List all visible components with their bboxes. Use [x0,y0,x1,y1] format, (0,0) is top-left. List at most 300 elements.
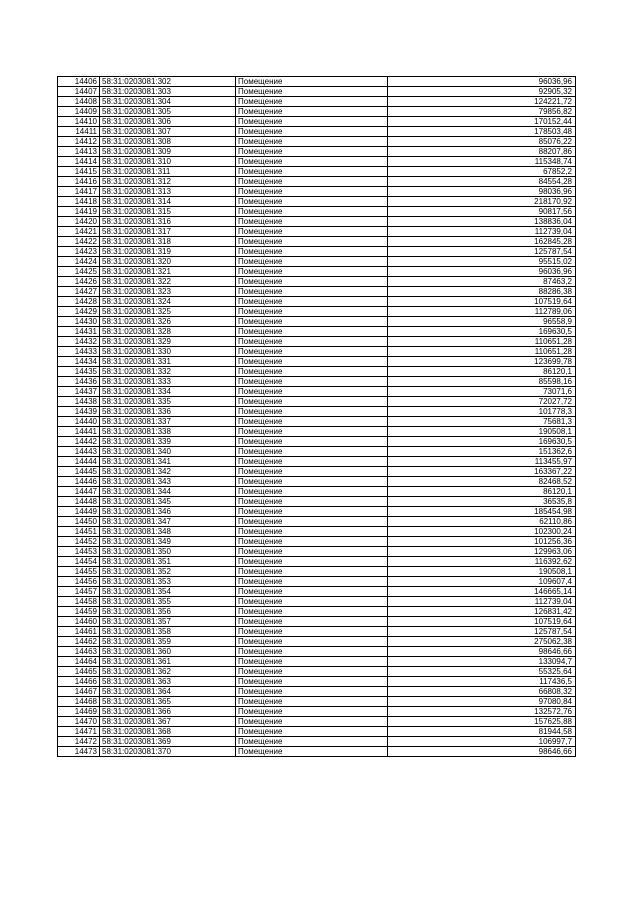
cadastral-number-cell: 58:31:0203081:302 [100,77,236,87]
row-number-cell: 14434 [58,357,100,367]
table-row [58,467,576,477]
value-cell: 82468,52 [388,477,576,487]
table-row [58,247,576,257]
object-type-cell: Помещение [236,447,388,457]
table-row [58,207,576,217]
value-cell: 169630,5 [388,327,576,337]
value-cell: 146665,14 [388,587,576,597]
object-type-cell: Помещение [236,197,388,207]
table-row [58,287,576,297]
value-cell: 116392,62 [388,557,576,567]
object-type-cell: Помещение [236,457,388,467]
row-number-cell: 14452 [58,537,100,547]
table-row [58,257,576,267]
object-type-cell: Помещение [236,427,388,437]
object-type-cell: Помещение [236,647,388,657]
object-type-cell: Помещение [236,697,388,707]
table-row [58,657,576,667]
table-row [58,197,576,207]
cadastral-number-cell: 58:31:0203081:355 [100,597,236,607]
table-row [58,127,576,137]
cadastral-number-cell: 58:31:0203081:317 [100,227,236,237]
row-number-cell: 14438 [58,397,100,407]
table-row [58,437,576,447]
value-cell: 72027,72 [388,397,576,407]
object-type-cell: Помещение [236,557,388,567]
table-row [58,697,576,707]
object-type-cell: Помещение [236,297,388,307]
object-type-cell: Помещение [236,737,388,747]
value-cell: 96558,9 [388,317,576,327]
table-row [58,637,576,647]
cadastral-number-cell: 58:31:0203081:342 [100,467,236,477]
table-row [58,487,576,497]
property-table [57,76,576,757]
row-number-cell: 14417 [58,187,100,197]
object-type-cell: Помещение [236,337,388,347]
cadastral-number-cell: 58:31:0203081:344 [100,487,236,497]
object-type-cell: Помещение [236,207,388,217]
table-row [58,87,576,97]
object-type-cell: Помещение [236,417,388,427]
object-type-cell: Помещение [236,267,388,277]
table-row [58,717,576,727]
value-cell: 157625,88 [388,717,576,727]
row-number-cell: 14437 [58,387,100,397]
object-type-cell: Помещение [236,167,388,177]
object-type-cell: Помещение [236,397,388,407]
row-number-cell: 14442 [58,437,100,447]
object-type-cell: Помещение [236,407,388,417]
cadastral-number-cell: 58:31:0203081:356 [100,607,236,617]
object-type-cell: Помещение [236,127,388,137]
row-number-cell: 14453 [58,547,100,557]
object-type-cell: Помещение [236,507,388,517]
row-number-cell: 14473 [58,747,100,757]
value-cell: 123699,78 [388,357,576,367]
table-row [58,737,576,747]
value-cell: 124221,72 [388,97,576,107]
cadastral-number-cell: 58:31:0203081:329 [100,337,236,347]
object-type-cell: Помещение [236,547,388,557]
cadastral-number-cell: 58:31:0203081:309 [100,147,236,157]
value-cell: 162845,28 [388,237,576,247]
row-number-cell: 14426 [58,277,100,287]
table-row [58,557,576,567]
table-row [58,567,576,577]
cadastral-number-cell: 58:31:0203081:336 [100,407,236,417]
value-cell: 138836,04 [388,217,576,227]
table-row [58,517,576,527]
row-number-cell: 14457 [58,587,100,597]
object-type-cell: Помещение [236,617,388,627]
cadastral-number-cell: 58:31:0203081:367 [100,717,236,727]
cadastral-number-cell: 58:31:0203081:351 [100,557,236,567]
row-number-cell: 14429 [58,307,100,317]
table-row [58,427,576,437]
row-number-cell: 14472 [58,737,100,747]
row-number-cell: 14440 [58,417,100,427]
value-cell: 79856,82 [388,107,576,117]
table-row [58,377,576,387]
cadastral-number-cell: 58:31:0203081:360 [100,647,236,657]
object-type-cell: Помещение [236,177,388,187]
row-number-cell: 14459 [58,607,100,617]
value-cell: 75681,3 [388,417,576,427]
table-row [58,337,576,347]
row-number-cell: 14423 [58,247,100,257]
cadastral-number-cell: 58:31:0203081:364 [100,687,236,697]
cadastral-number-cell: 58:31:0203081:323 [100,287,236,297]
object-type-cell: Помещение [236,157,388,167]
cadastral-number-cell: 58:31:0203081:370 [100,747,236,757]
row-number-cell: 14430 [58,317,100,327]
cadastral-number-cell: 58:31:0203081:341 [100,457,236,467]
table-row [58,417,576,427]
table-row [58,367,576,377]
object-type-cell: Помещение [236,247,388,257]
object-type-cell: Помещение [236,637,388,647]
row-number-cell: 14463 [58,647,100,657]
row-number-cell: 14445 [58,467,100,477]
row-number-cell: 14420 [58,217,100,227]
table-row [58,107,576,117]
value-cell: 110651,28 [388,337,576,347]
table-row [58,407,576,417]
cadastral-number-cell: 58:31:0203081:307 [100,127,236,137]
value-cell: 86120,1 [388,487,576,497]
object-type-cell: Помещение [236,467,388,477]
row-number-cell: 14469 [58,707,100,717]
row-number-cell: 14443 [58,447,100,457]
row-number-cell: 14451 [58,527,100,537]
table-row [58,77,576,87]
value-cell: 88286,38 [388,287,576,297]
table-row [58,307,576,317]
row-number-cell: 14413 [58,147,100,157]
value-cell: 185454,98 [388,507,576,517]
value-cell: 113455,97 [388,457,576,467]
row-number-cell: 14447 [58,487,100,497]
object-type-cell: Помещение [236,327,388,337]
object-type-cell: Помещение [236,357,388,367]
object-type-cell: Помещение [236,367,388,377]
object-type-cell: Помещение [236,627,388,637]
object-type-cell: Помещение [236,437,388,447]
value-cell: 112789,06 [388,307,576,317]
value-cell: 85076,22 [388,137,576,147]
value-cell: 98646,66 [388,647,576,657]
value-cell: 170152,44 [388,117,576,127]
row-number-cell: 14458 [58,597,100,607]
value-cell: 178503,48 [388,127,576,137]
value-cell: 107519,64 [388,617,576,627]
cadastral-number-cell: 58:31:0203081:324 [100,297,236,307]
row-number-cell: 14465 [58,667,100,677]
table-row [58,317,576,327]
value-cell: 55325,64 [388,667,576,677]
table-row [58,537,576,547]
cadastral-number-cell: 58:31:0203081:366 [100,707,236,717]
value-cell: 112739,04 [388,227,576,237]
value-cell: 107519,64 [388,297,576,307]
value-cell: 62110,86 [388,517,576,527]
row-number-cell: 14406 [58,77,100,87]
cadastral-number-cell: 58:31:0203081:365 [100,697,236,707]
object-type-cell: Помещение [236,187,388,197]
object-type-cell: Помещение [236,717,388,727]
table-row [58,617,576,627]
table-row [58,387,576,397]
row-number-cell: 14419 [58,207,100,217]
row-number-cell: 14422 [58,237,100,247]
value-cell: 163367,22 [388,467,576,477]
row-number-cell: 14416 [58,177,100,187]
object-type-cell: Помещение [236,707,388,717]
row-number-cell: 14450 [58,517,100,527]
cadastral-number-cell: 58:31:0203081:361 [100,657,236,667]
table-row [58,587,576,597]
value-cell: 115348,74 [388,157,576,167]
row-number-cell: 14433 [58,347,100,357]
row-number-cell: 14455 [58,567,100,577]
object-type-cell: Помещение [236,657,388,667]
row-number-cell: 14428 [58,297,100,307]
object-type-cell: Помещение [236,517,388,527]
table-row [58,677,576,687]
row-number-cell: 14414 [58,157,100,167]
row-number-cell: 14454 [58,557,100,567]
cadastral-number-cell: 58:31:0203081:310 [100,157,236,167]
table-row [58,357,576,367]
object-type-cell: Помещение [236,87,388,97]
table-row [58,687,576,697]
table-row [58,497,576,507]
table-row [58,647,576,657]
table-row [58,347,576,357]
cadastral-number-cell: 58:31:0203081:354 [100,587,236,597]
object-type-cell: Помещение [236,377,388,387]
object-type-cell: Помещение [236,77,388,87]
table-row [58,267,576,277]
object-type-cell: Помещение [236,107,388,117]
object-type-cell: Помещение [236,287,388,297]
cadastral-number-cell: 58:31:0203081:319 [100,247,236,257]
object-type-cell: Помещение [236,147,388,157]
table-row [58,597,576,607]
table-row [58,507,576,517]
table-row [58,607,576,617]
table-row [58,577,576,587]
object-type-cell: Помещение [236,537,388,547]
row-number-cell: 14421 [58,227,100,237]
cadastral-number-cell: 58:31:0203081:305 [100,107,236,117]
object-type-cell: Помещение [236,497,388,507]
table-row [58,627,576,637]
cadastral-number-cell: 58:31:0203081:335 [100,397,236,407]
table-row [58,297,576,307]
cadastral-number-cell: 58:31:0203081:320 [100,257,236,267]
cadastral-number-cell: 58:31:0203081:316 [100,217,236,227]
cadastral-number-cell: 58:31:0203081:353 [100,577,236,587]
row-number-cell: 14462 [58,637,100,647]
value-cell: 96036,96 [388,267,576,277]
value-cell: 96036,96 [388,77,576,87]
row-number-cell: 14415 [58,167,100,177]
table-row [58,137,576,147]
object-type-cell: Помещение [236,227,388,237]
value-cell: 169630,5 [388,437,576,447]
value-cell: 95515,02 [388,257,576,267]
object-type-cell: Помещение [236,607,388,617]
row-number-cell: 14436 [58,377,100,387]
cadastral-number-cell: 58:31:0203081:311 [100,167,236,177]
object-type-cell: Помещение [236,257,388,267]
cadastral-number-cell: 58:31:0203081:314 [100,197,236,207]
cadastral-number-cell: 58:31:0203081:334 [100,387,236,397]
value-cell: 67852,2 [388,167,576,177]
table-row [58,227,576,237]
row-number-cell: 14456 [58,577,100,587]
cadastral-number-cell: 58:31:0203081:318 [100,237,236,247]
table-row [58,97,576,107]
object-type-cell: Помещение [236,97,388,107]
object-type-cell: Помещение [236,687,388,697]
table-row [58,477,576,487]
row-number-cell: 14435 [58,367,100,377]
value-cell: 87463,2 [388,277,576,287]
object-type-cell: Помещение [236,137,388,147]
value-cell: 101778,3 [388,407,576,417]
value-cell: 97080,84 [388,697,576,707]
row-number-cell: 14448 [58,497,100,507]
row-number-cell: 14461 [58,627,100,637]
value-cell: 190508,1 [388,567,576,577]
value-cell: 86120,1 [388,367,576,377]
object-type-cell: Помещение [236,387,388,397]
value-cell: 133094,7 [388,657,576,667]
table-row [58,277,576,287]
value-cell: 106997,7 [388,737,576,747]
cadastral-number-cell: 58:31:0203081:333 [100,377,236,387]
table-row [58,157,576,167]
row-number-cell: 14460 [58,617,100,627]
table-row [58,727,576,737]
value-cell: 126831,42 [388,607,576,617]
value-cell: 98036,96 [388,187,576,197]
object-type-cell: Помещение [236,587,388,597]
row-number-cell: 14449 [58,507,100,517]
value-cell: 275062,38 [388,637,576,647]
object-type-cell: Помещение [236,307,388,317]
cadastral-number-cell: 58:31:0203081:347 [100,517,236,527]
cadastral-number-cell: 58:31:0203081:339 [100,437,236,447]
object-type-cell: Помещение [236,347,388,357]
value-cell: 190508,1 [388,427,576,437]
cadastral-number-cell: 58:31:0203081:330 [100,347,236,357]
cadastral-number-cell: 58:31:0203081:346 [100,507,236,517]
object-type-cell: Помещение [236,117,388,127]
cadastral-number-cell: 58:31:0203081:332 [100,367,236,377]
cadastral-number-cell: 58:31:0203081:338 [100,427,236,437]
table-row [58,327,576,337]
value-cell: 112739,04 [388,597,576,607]
cadastral-number-cell: 58:31:0203081:325 [100,307,236,317]
table-row [58,397,576,407]
cadastral-number-cell: 58:31:0203081:312 [100,177,236,187]
table-row [58,217,576,227]
row-number-cell: 14424 [58,257,100,267]
object-type-cell: Помещение [236,667,388,677]
object-type-cell: Помещение [236,597,388,607]
cadastral-number-cell: 58:31:0203081:358 [100,627,236,637]
object-type-cell: Помещение [236,477,388,487]
row-number-cell: 14471 [58,727,100,737]
object-type-cell: Помещение [236,277,388,287]
object-type-cell: Помещение [236,237,388,247]
table-row [58,187,576,197]
object-type-cell: Помещение [236,747,388,757]
row-number-cell: 14432 [58,337,100,347]
table-body [58,77,576,757]
table-row [58,707,576,717]
row-number-cell: 14408 [58,97,100,107]
cadastral-number-cell: 58:31:0203081:368 [100,727,236,737]
object-type-cell: Помещение [236,577,388,587]
cadastral-number-cell: 58:31:0203081:363 [100,677,236,687]
cadastral-number-cell: 58:31:0203081:369 [100,737,236,747]
cadastral-number-cell: 58:31:0203081:350 [100,547,236,557]
cadastral-number-cell: 58:31:0203081:352 [100,567,236,577]
cadastral-number-cell: 58:31:0203081:315 [100,207,236,217]
object-type-cell: Помещение [236,487,388,497]
value-cell: 92905,32 [388,87,576,97]
row-number-cell: 14431 [58,327,100,337]
cadastral-number-cell: 58:31:0203081:343 [100,477,236,487]
value-cell: 109607,4 [388,577,576,587]
row-number-cell: 14439 [58,407,100,417]
table-row [58,147,576,157]
value-cell: 85598,16 [388,377,576,387]
row-number-cell: 14410 [58,117,100,127]
cadastral-number-cell: 58:31:0203081:345 [100,497,236,507]
table-row [58,527,576,537]
value-cell: 84554,28 [388,177,576,187]
cadastral-number-cell: 58:31:0203081:331 [100,357,236,367]
row-number-cell: 14466 [58,677,100,687]
value-cell: 36535,8 [388,497,576,507]
table-row [58,167,576,177]
cadastral-number-cell: 58:31:0203081:348 [100,527,236,537]
cadastral-number-cell: 58:31:0203081:303 [100,87,236,97]
value-cell: 102300,24 [388,527,576,537]
table-row [58,667,576,677]
cadastral-number-cell: 58:31:0203081:340 [100,447,236,457]
row-number-cell: 14467 [58,687,100,697]
value-cell: 125787,54 [388,627,576,637]
cadastral-number-cell: 58:31:0203081:359 [100,637,236,647]
value-cell: 218170,92 [388,197,576,207]
cadastral-number-cell: 58:31:0203081:357 [100,617,236,627]
cadastral-number-cell: 58:31:0203081:322 [100,277,236,287]
table-row [58,747,576,757]
object-type-cell: Помещение [236,527,388,537]
value-cell: 66808,32 [388,687,576,697]
row-number-cell: 14470 [58,717,100,727]
row-number-cell: 14418 [58,197,100,207]
table-row [58,237,576,247]
value-cell: 117436,5 [388,677,576,687]
